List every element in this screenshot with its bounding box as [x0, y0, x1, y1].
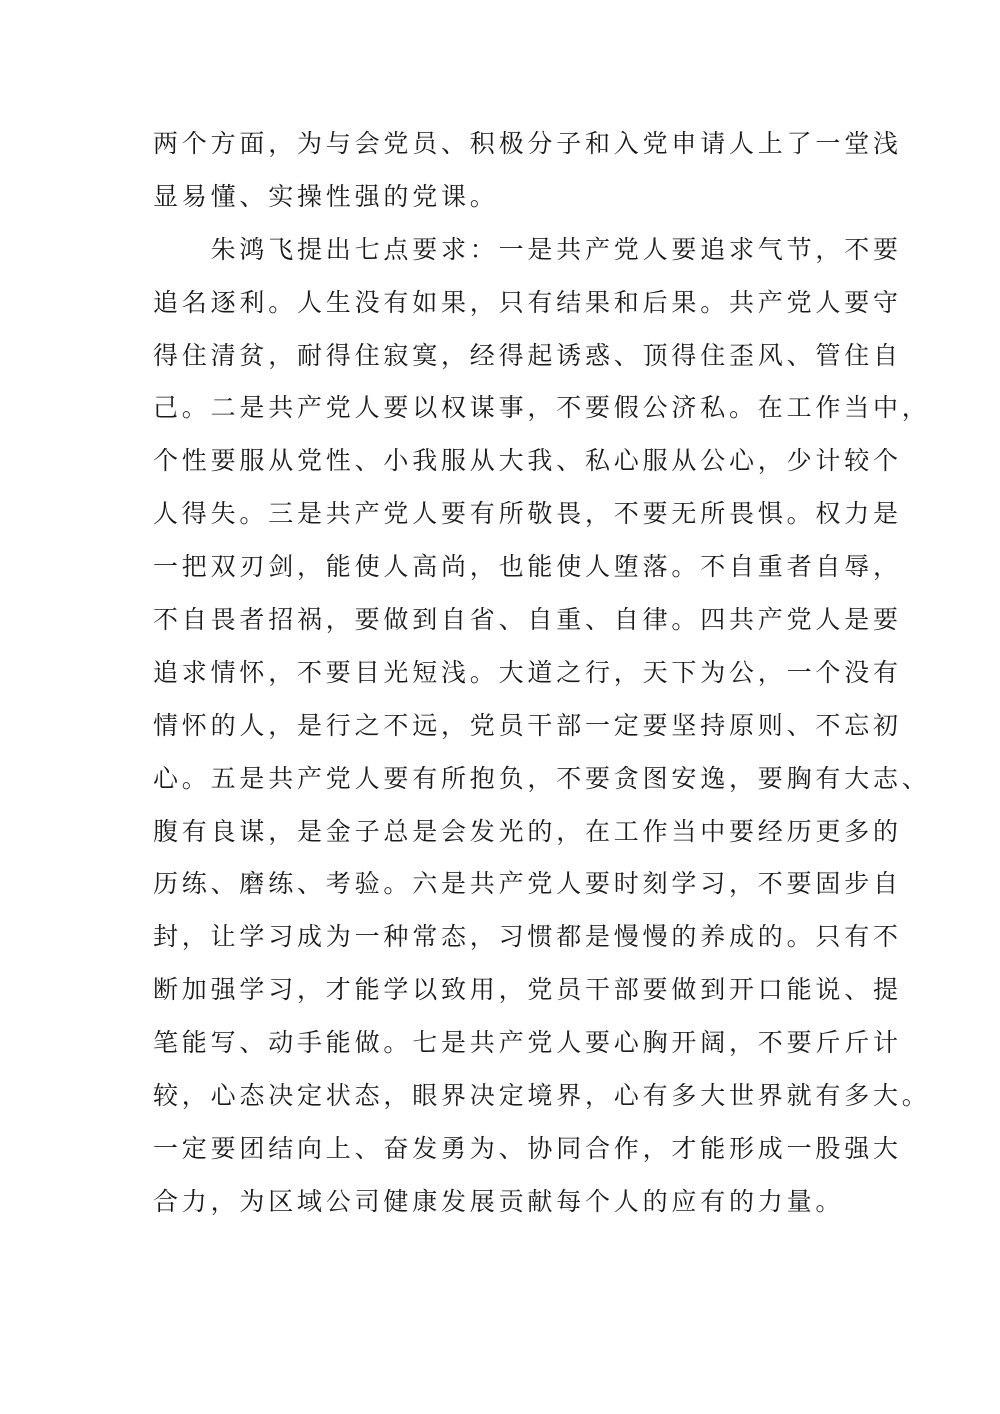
text-line: 人得失。三是共产党人要有所敬畏，不要无所畏惧。权力是	[153, 499, 902, 529]
text-line: 封，让学习成为一种常态，习惯都是慢慢的养成的。只有不	[153, 922, 902, 952]
text-line: 追求情怀，不要目光短浅。大道之行，天下为公，一个没有	[153, 657, 902, 687]
text-line: 显易懂、实操性强的党课。	[153, 181, 499, 211]
text-line: 历练、磨练、考验。六是共产党人要时刻学习，不要固步自	[153, 869, 902, 899]
text-line: 一定要团结向上、奋发勇为、协同合作，才能形成一股强大	[153, 1133, 902, 1163]
text-line: 不自畏者招祸，要做到自省、自重、自律。四共产党人是要	[153, 605, 902, 635]
text-line: 一把双刃剑，能使人高尚，也能使人堕落。不自重者自辱，	[153, 552, 902, 582]
text-line: 朱鸿飞提出七点要求：一是共产党人要追求气节，不要	[153, 234, 902, 264]
text-line: 个性要服从党性、小我服从大我、私心服从公心，少计较个	[153, 446, 902, 476]
text-line: 较，心态决定状态，眼界决定境界，心有多大世界就有多大。	[153, 1081, 931, 1111]
text-line: 得住清贫，耐得住寂寞，经得起诱惑、顶得住歪风、管住自	[153, 340, 902, 370]
document-body	[153, 118, 931, 1229]
text-line: 两个方面，为与会党员、积极分子和入党申请人上了一堂浅	[153, 129, 902, 158]
text-line: 合力，为区域公司健康发展贡献每个人的应有的力量。	[153, 1186, 845, 1216]
text-line: 己。二是共产党人要以权谋事，不要假公济私。在工作当中，	[153, 393, 931, 423]
text-line: 腹有良谋，是金子总是会发光的，在工作当中要经历更多的	[153, 816, 902, 846]
text-line: 追名逐利。人生没有如果，只有结果和后果。共产党人要守	[153, 287, 902, 317]
text-line: 情怀的人，是行之不远，党员干部一定要坚持原则、不忘初	[153, 710, 902, 740]
text-line: 断加强学习，才能学以致用，党员干部要做到开口能说、提	[153, 975, 902, 1005]
text-line: 笔能写、动手能做。七是共产党人要心胸开阔，不要斤斤计	[153, 1028, 902, 1058]
text-line: 心。五是共产党人要有所抱负，不要贪图安逸，要胸有大志、	[153, 763, 931, 793]
